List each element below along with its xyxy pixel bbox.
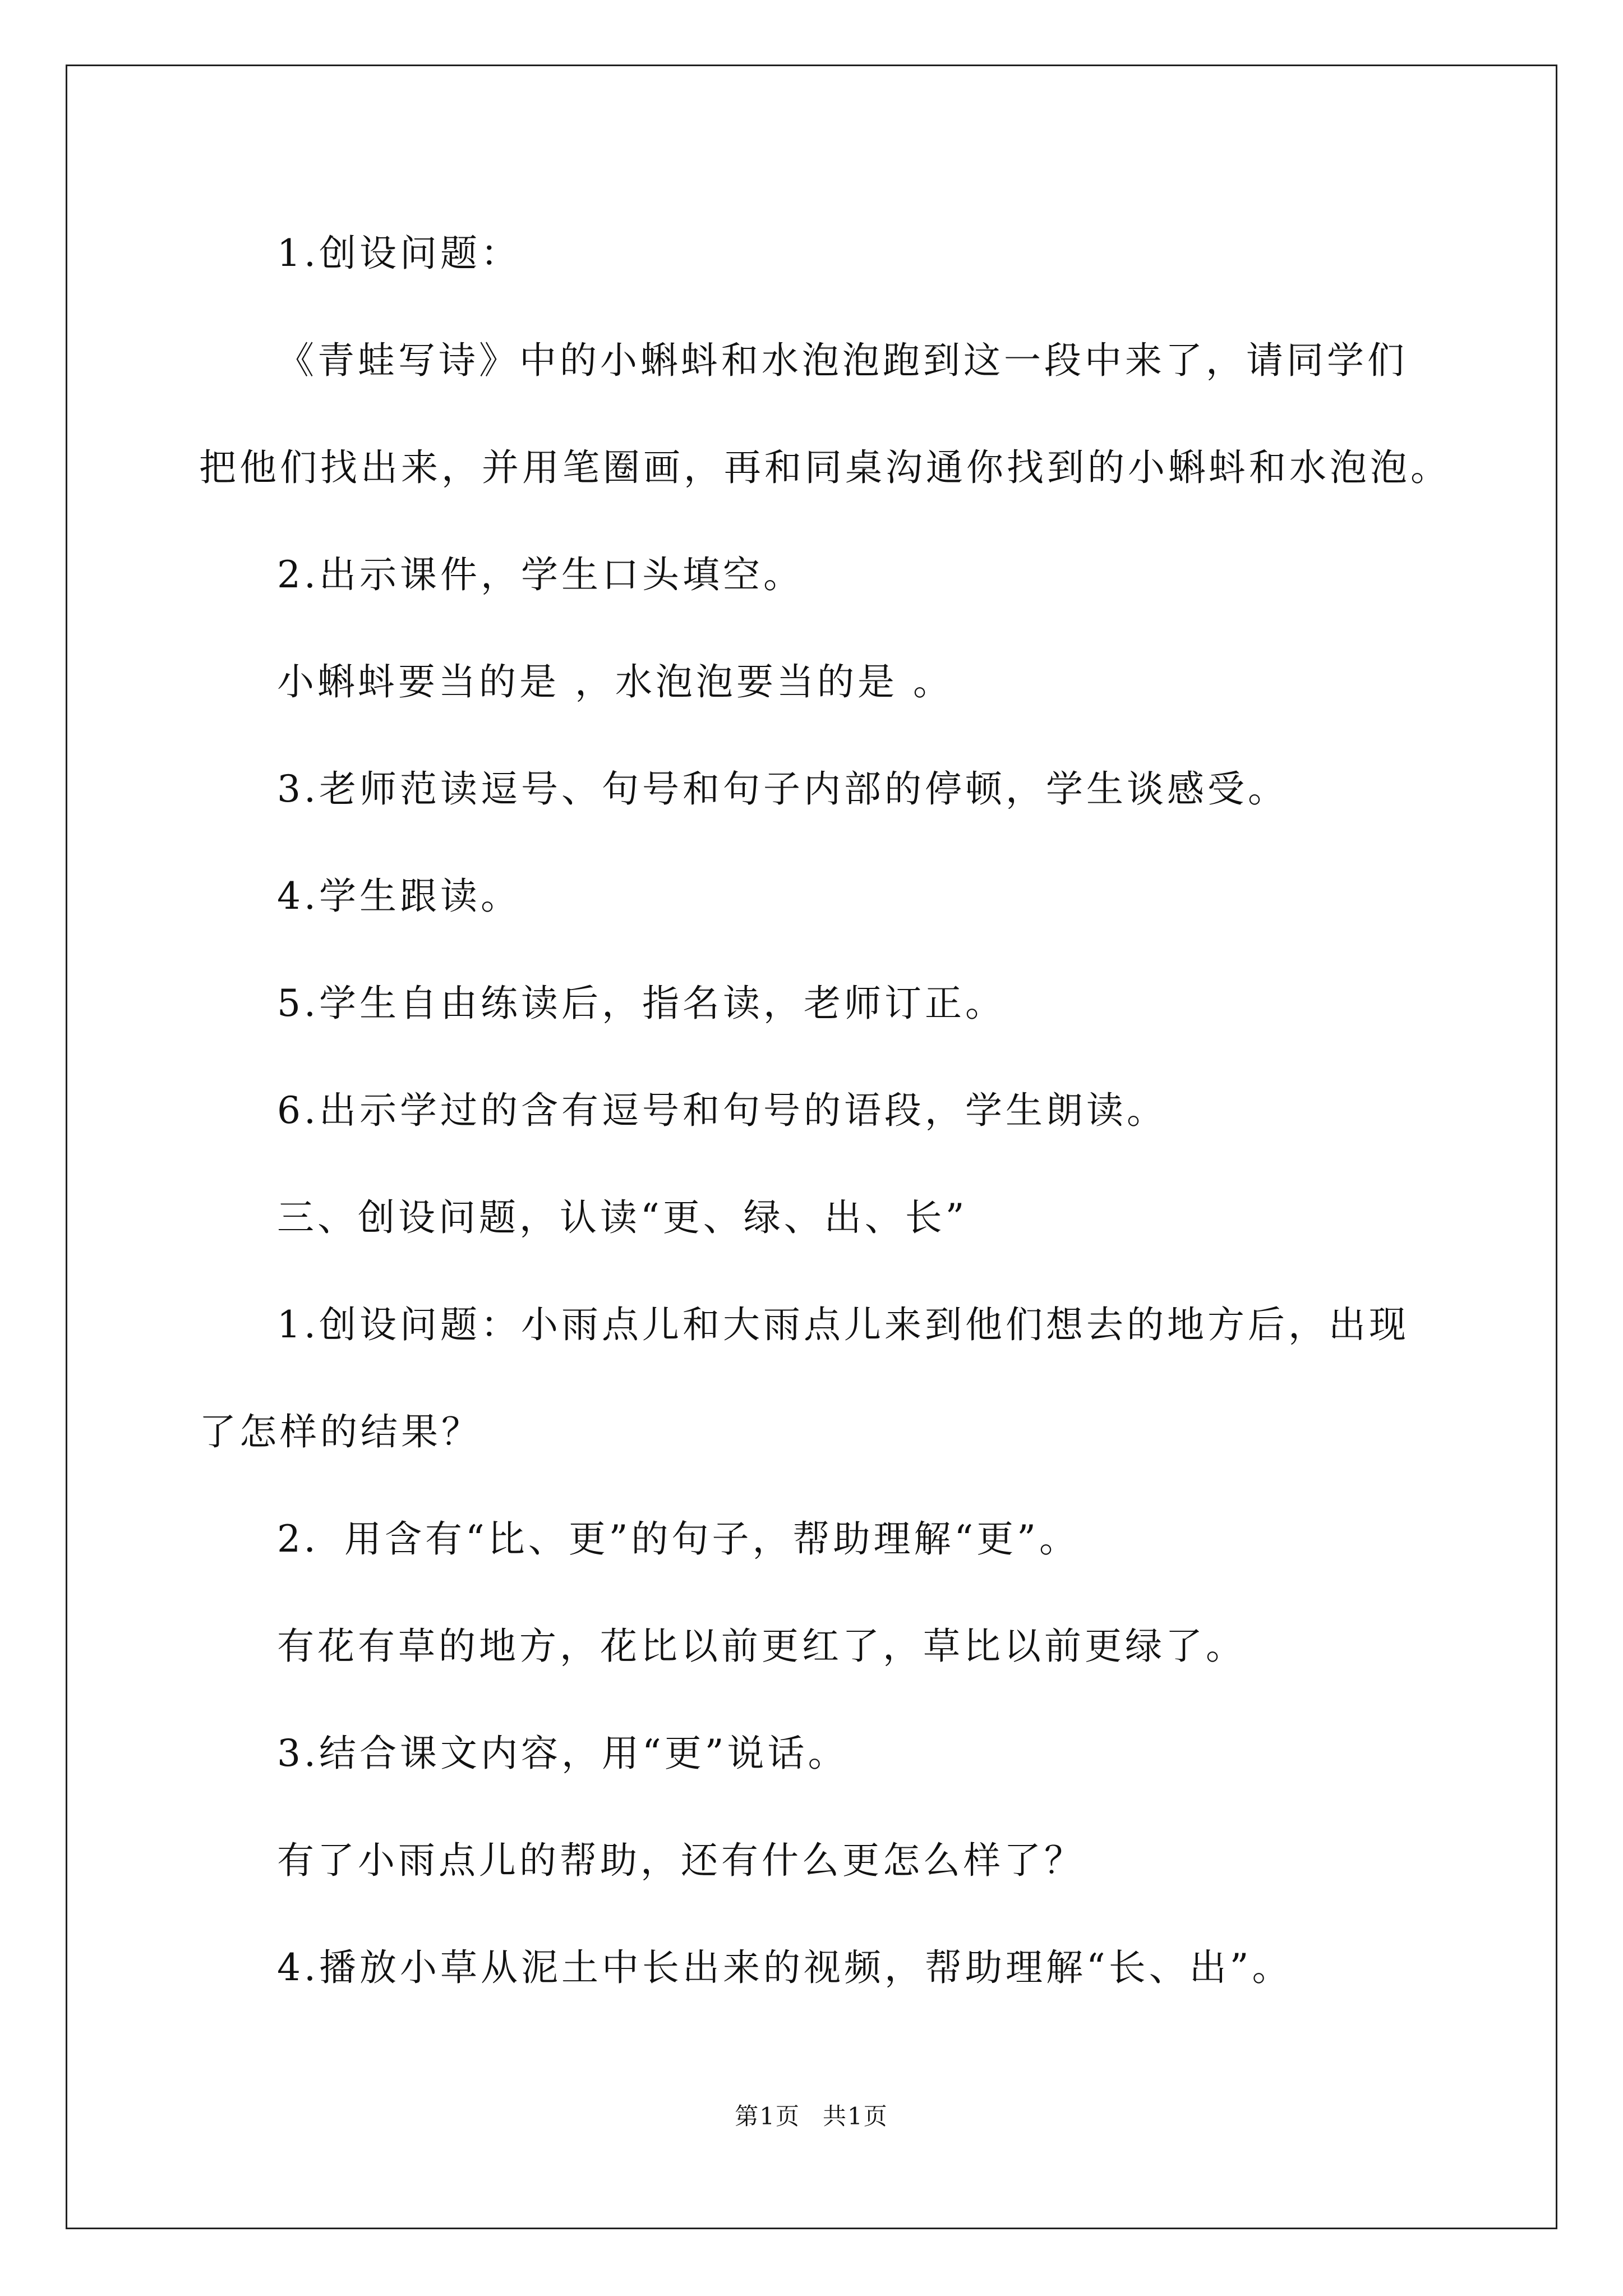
text-line: 4.播放小草从泥土中长出来的视频，帮助理解“长、出”。 — [277, 1946, 1293, 1989]
text-line: 《青蛙写诗》中的小蝌蚪和水泡泡跑到这一段中来了，请同学们 — [277, 339, 1408, 382]
text-line: 1.创设问题：小雨点儿和大雨点儿来到他们想去的地方后，出现 — [277, 1303, 1409, 1346]
text-line: 把他们找出来，并用笔圈画，再和同桌沟通你找到的小蝌蚪和水泡泡。 — [199, 446, 1451, 489]
text-line: 1.创设问题： — [277, 232, 521, 275]
text-line: 4.学生跟读。 — [277, 875, 521, 918]
text-line: 6.出示学过的含有逗号和句号的语段，学生朗读。 — [277, 1089, 1167, 1132]
page-border — [66, 65, 1557, 2229]
text-line: 3.老师范读逗号、句号和句子内部的停顿，学生谈感受。 — [277, 767, 1288, 811]
text-line: 2．用含有“比、更”的句子，帮助理解“更”。 — [277, 1517, 1080, 1561]
section-heading: 三、创设问题，认读“更、绿、出、长” — [277, 1196, 968, 1239]
text-line: 3.结合课文内容，用“更”说话。 — [277, 1732, 849, 1775]
text-line: 了怎样的结果？ — [199, 1410, 482, 1453]
text-line: 有花有草的地方，花比以前更红了，草比以前更绿了。 — [277, 1625, 1246, 1668]
page-footer — [0, 2102, 1623, 2131]
page-number: 第1页 — [735, 2102, 800, 2130]
text-line: 有了小雨点儿的帮助，还有什么更怎么样了？ — [277, 1839, 1085, 1882]
text-line: 2.出示课件，学生口头填空。 — [277, 553, 804, 596]
text-line: 5.学生自由练读后，指名读，老师订正。 — [277, 982, 1006, 1025]
page-total: 共1页 — [823, 2102, 888, 2130]
text-line: 小蝌蚪要当的是 ，水泡泡要当的是 。 — [277, 660, 953, 703]
